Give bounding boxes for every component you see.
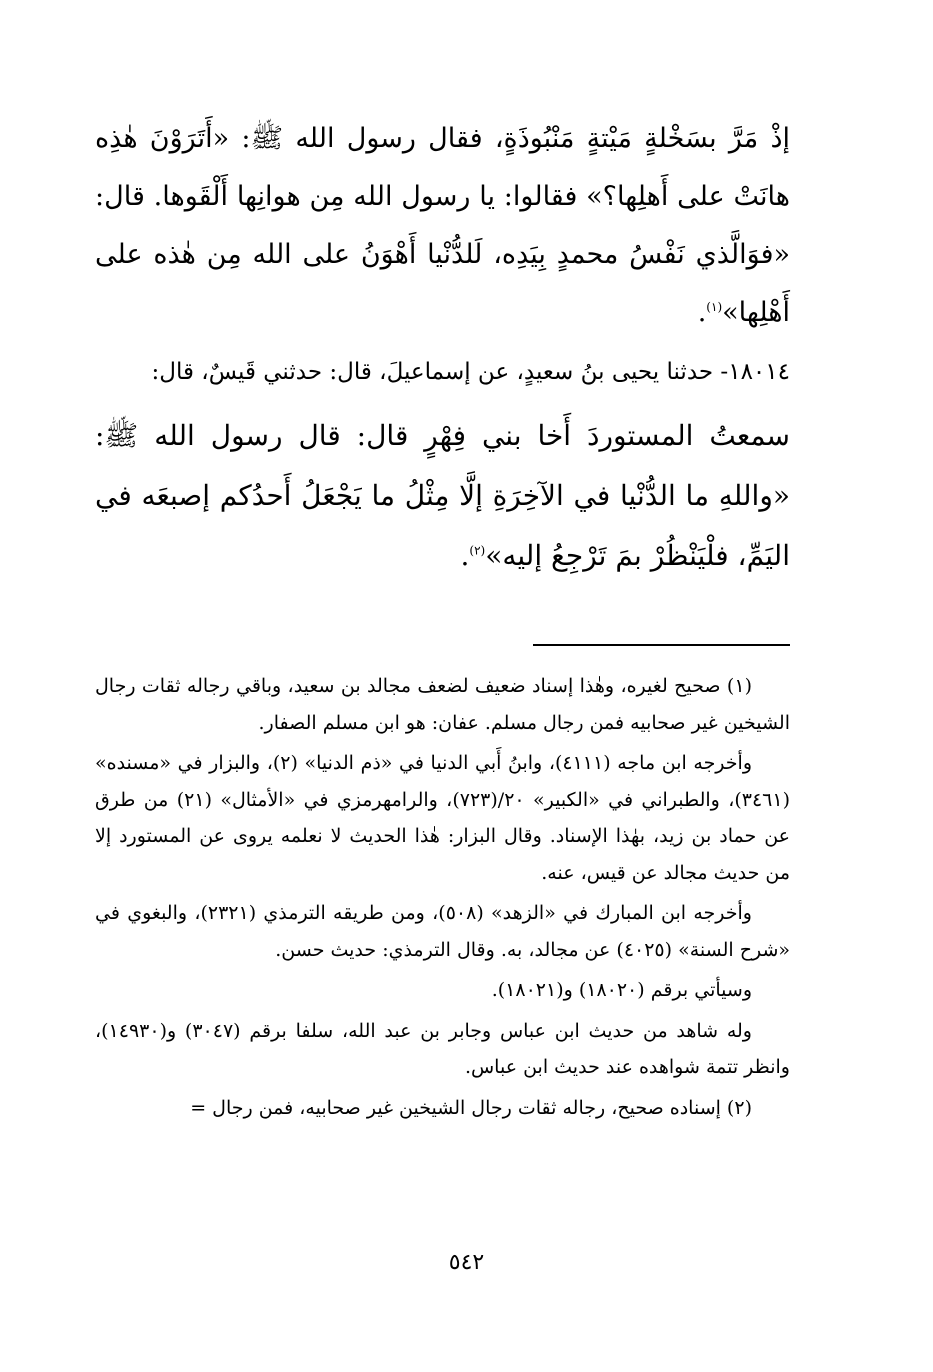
footnote-paragraph: (٢) إسناده صحيح، رجاله ثقات رجال الشيخين غير صحابيه، فمن رجال = — [190, 1096, 752, 1119]
footnote-ref-2[interactable]: (٢) — [469, 543, 486, 558]
footnote-paragraph: (١) صحيح لغيره، وهٰذا إسناد ضعيف لضعف مجالد بن سعيد، وباقي رجاله ثقات رجال الشيخين غير صحابيه فمن رجال مسلم. عفان: هو ابن مسلم الصفار. — [95, 675, 790, 734]
hadith-number-line: ١٨٠١٤- حدثنا يحيى بنُ سعيدٍ، عن إسماعيلَ، قال: حدثني قَيسٌ، قال: — [151, 359, 790, 385]
footnote-paragraph: وسيأتي برقم (١٨٠٢٠) و(١٨٠٢١). — [491, 979, 752, 1001]
footnote-paragraph: وأخرجه ابن ماجه (٤١١١)، وابنُ أَبي الدنيا في «ذم الدنيا» (٢)، والبزار في «مسنده» (٣٤٦١)، والطبراني في «الكبير» ٢٠/(٧٢٣)، والرامهرمزي في «الأمثال» (٢١) من طرق عن حماد بن زيد، بهٰذا الإسناد. وقال البزار: هٰذا الحديث لا نعلمه يروى عن المستورد إلا من حديث مجالد عن قيس، عنه. — [95, 752, 790, 884]
footnote-ref-1[interactable]: (١) — [706, 300, 723, 314]
main-text — [95, 110, 790, 586]
main-paragraph-1 — [95, 110, 790, 342]
footnotes — [95, 668, 790, 1130]
paragraph-2-text: سمعتُ المستوردَ أَخا بني فِهْرٍ قال: قال رسول الله ﷺ: «واللهِ ما الدُّنْيا في الآخِرَةِ إلَّا مِثْلُ ما يَجْعَلُ أَحدُكم إصبعَه في اليَمِّ، فلْيَنْظُرْ بمَ تَرْجِعُ إليه» — [95, 419, 790, 572]
paragraph-1-text: إذْ مَرَّ بسَخْلةٍ مَيْتةٍ مَنْبُوذَةٍ، فقال رسول الله ﷺ: «أَتَرَوْنَ هٰذِه هانَتْ على أَهلِها؟» فقالوا: يا رسول الله مِن هوانِها أَلْقَوها. قال: «فوَالَّذي نَفْسُ محمدٍ بِيَدِه، لَلدُّنْيا أَهْوَنُ على الله مِن هٰذه على أَهْلِها» — [95, 123, 790, 328]
paragraph-1-end: . — [697, 297, 707, 328]
main-paragraph-2 — [95, 406, 790, 586]
footnote-paragraph: وأخرجه ابن المبارك في «الزهد» (٥٠٨)، ومن طريقه الترمذي (٢٣٢١)، والبغوي في «شرح السنة» (٤٠٢٥) عن مجالد، به. وقال الترمذي: حديث حسن. — [95, 902, 790, 961]
paragraph-2-end: . — [460, 539, 470, 572]
footnote-paragraph: وله شاهد من حديث ابن عباس وجابر بن عبد الله، سلفا برقم (٣٠٤٧) و(١٤٩٣٠)، وانظر تتمة شواهده عند حديث ابن عباس. — [95, 1019, 790, 1078]
footnote-divider — [533, 644, 790, 646]
page-number: ٥٤٢ — [448, 1250, 485, 1275]
